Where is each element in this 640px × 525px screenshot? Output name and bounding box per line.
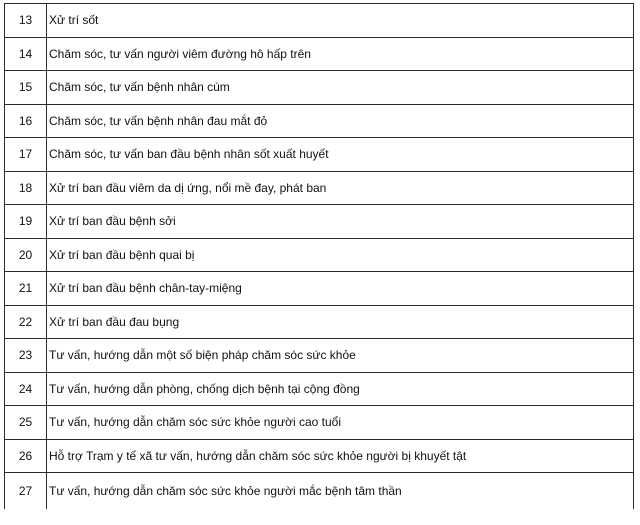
row-number: 21 — [5, 272, 47, 305]
table-row — [5, 38, 633, 72]
row-text: Chăm sóc, tư vấn ban đầu bệnh nhân sốt xuất huyết — [49, 147, 329, 162]
row-number: 17 — [5, 138, 47, 171]
row-text: Tư vấn, hướng dẫn chăm sóc sức khỏe người mắc bệnh tâm thần — [49, 484, 402, 498]
table-row — [5, 205, 633, 239]
row-text: Xử trí ban đầu viêm da dị ứng, nổi mề đay, phát ban — [49, 180, 327, 195]
row-number: 19 — [5, 205, 47, 238]
table-row — [5, 339, 633, 373]
row-number: 22 — [5, 306, 47, 339]
services-table — [4, 3, 634, 509]
row-text: Xử trí ban đầu bệnh quai bị — [49, 247, 195, 262]
row-text: Tư vấn, hướng dẫn phòng, chống dịch bệnh tại cộng đồng — [49, 381, 360, 396]
row-number: 16 — [5, 105, 47, 138]
row-number: 14 — [5, 38, 47, 71]
table-row — [5, 138, 633, 172]
row-number: 25 — [5, 406, 47, 439]
table-row — [5, 239, 633, 273]
row-text: Hỗ trợ Trạm y tế xã tư vấn, hướng dẫn chăm sóc sức khỏe người bị khuyết tật — [49, 448, 467, 463]
row-text: Chăm sóc, tư vấn bệnh nhân đau mắt đỏ — [49, 113, 268, 128]
row-number: 26 — [5, 440, 47, 473]
row-text: Tư vấn, hướng dẫn chăm sóc sức khỏe người cao tuổi — [49, 415, 342, 430]
table-row — [5, 473, 633, 509]
table-row — [5, 4, 633, 38]
table-row — [5, 373, 633, 407]
table-row — [5, 71, 633, 105]
row-text: Xử trí ban đầu đau bụng — [49, 314, 180, 329]
row-text: Chăm sóc, tư vấn người viêm đường hô hấp trên — [49, 46, 311, 61]
table-row — [5, 440, 633, 474]
row-text: Xử trí ban đầu bệnh sởi — [49, 214, 176, 229]
row-number: 15 — [5, 71, 47, 104]
row-text: Xử trí sốt — [49, 13, 99, 28]
row-number: 13 — [5, 4, 47, 37]
table-row — [5, 406, 633, 440]
table-row — [5, 172, 633, 206]
row-number: 27 — [5, 473, 47, 509]
row-text: Tư vấn, hướng dẫn một số biện pháp chăm sóc sức khỏe — [49, 348, 356, 363]
row-text: Chăm sóc, tư vấn bệnh nhân cúm — [49, 80, 230, 95]
row-number: 18 — [5, 172, 47, 205]
row-number: 24 — [5, 373, 47, 406]
row-number: 20 — [5, 239, 47, 272]
table-row — [5, 306, 633, 340]
row-number: 23 — [5, 339, 47, 372]
table-row — [5, 105, 633, 139]
row-text: Xử trí ban đầu bệnh chân-tay-miệng — [49, 281, 242, 296]
table-row — [5, 272, 633, 306]
